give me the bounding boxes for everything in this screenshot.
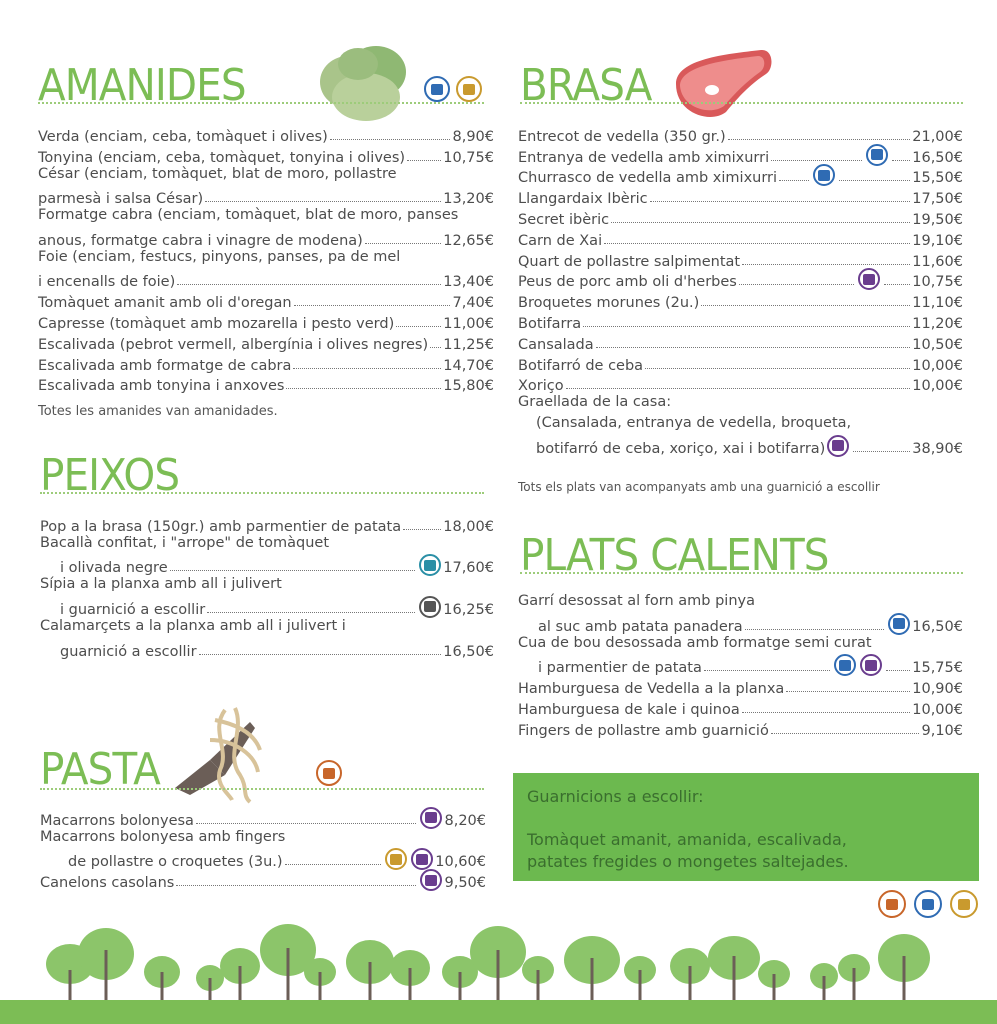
menu-item: Cansalada 10,50€ <box>518 336 963 353</box>
brasa-title: BRASA <box>520 60 652 111</box>
peixos-list <box>40 514 494 660</box>
menu-item: (Cansalada, entranya de vedella, broqueta, <box>536 415 852 432</box>
menu-item: Carn de Xai 19,10€ <box>518 232 963 249</box>
allergen-badge-icon <box>827 435 849 457</box>
allergen-badge-icon <box>858 268 880 290</box>
menu-item: César (enciam, tomàquet, blat de moro, pollastre <box>38 165 397 182</box>
menu-item: Botifarra 11,20€ <box>518 315 963 332</box>
menu-item: Verda (enciam, ceba, tomàquet i olives) 8,90€ <box>38 128 494 145</box>
peixos-title: PEIXOS <box>40 450 180 501</box>
menu-item: Botifarró de ceba 10,00€ <box>518 357 963 374</box>
menu-item: Quart de pollastre salpimentat 11,60€ <box>518 253 963 270</box>
section-divider <box>40 788 484 790</box>
menu-item: Calamarçets a la planxa amb all i julivert i <box>40 617 346 634</box>
allergen-badge-icon <box>914 890 942 918</box>
allergen-badge-icon <box>888 613 910 635</box>
menu-item: Bacallà confitat, i "arrope" de tomàquet <box>40 534 330 551</box>
steak-icon <box>666 44 776 120</box>
allergen-badge-icon <box>419 596 441 618</box>
allergen-badge-icon <box>420 807 442 829</box>
menu-item: Peus de porc amb oli d'herbes 10,75€ <box>518 270 963 291</box>
menu-item: Hamburguesa de Vedella a la planxa 10,90€ <box>518 680 963 697</box>
menu-item: Broquetes morunes (2u.) 11,10€ <box>518 295 963 312</box>
menu-item: Llangardaix Ibèric 17,50€ <box>518 191 963 208</box>
allergen-badge-icon <box>878 890 906 918</box>
menu-item: Escalivada (pebrot vermell, albergínia i olives negres) 11,25€ <box>38 336 494 353</box>
menu-item: Escalivada amb formatge de cabra 14,70€ <box>38 357 494 374</box>
allergen-badge-icon <box>424 76 450 102</box>
menu-item: Capresse (tomàquet amb mozarella i pesto verd) 11,00€ <box>38 315 494 332</box>
menu-item: parmesà i salsa César) 13,20€ <box>38 191 494 208</box>
menu-item: i olivada negre 17,60€ <box>40 556 494 577</box>
allergen-badge-icon <box>419 554 441 576</box>
menu-item: Tomàquet amanit amb oli d'oregan 7,40€ <box>38 295 494 312</box>
menu-item: i parmentier de patata 15,75€ <box>518 655 963 676</box>
menu-item: Formatge cabra (enciam, tomàquet, blat de moro, panses <box>38 207 459 224</box>
menu-item: Cua de bou desossada amb formatge semi curat <box>518 634 872 651</box>
menu-item: Hamburguesa de kale i quinoa 10,00€ <box>518 701 963 718</box>
menu-item: Xoriço 10,00€ <box>518 378 963 395</box>
pasta-list <box>40 808 486 891</box>
menu-item: Sípia a la planxa amb all i julivert <box>40 576 282 593</box>
allergen-badge-icon <box>456 76 482 102</box>
menu-item: Macarrons bolonyesa amb fingers <box>40 828 286 845</box>
menu-item: Secret ibèric 19,50€ <box>518 211 963 228</box>
pasta-title: PASTA <box>40 744 160 795</box>
section-divider <box>40 492 484 494</box>
menu-item: Pop a la brasa (150gr.) amb parmentier de patata 18,00€ <box>40 518 494 535</box>
menu-item: Graellada de la casa: <box>518 394 672 411</box>
allergen-badge-icon <box>813 164 835 186</box>
menu-item: Tonyina (enciam, ceba, tomàquet, tonyina i olives) 10,75€ <box>38 149 494 166</box>
menu-item: guarnició a escollir 16,50€ <box>60 643 494 660</box>
ground-strip <box>0 1000 997 1024</box>
menu-item: Garrí desossat al forn amb pinya <box>518 593 755 609</box>
menu-item: Macarrons bolonyesa 8,20€ <box>40 808 486 829</box>
menu-item: Churrasco de vedella amb ximixurri 15,50€ <box>518 166 963 187</box>
guarnicions-box <box>513 773 979 881</box>
section-divider <box>38 102 484 104</box>
allergen-badge-icon <box>420 869 442 891</box>
menu-item: i guarnició a escollir 16,25€ <box>40 597 494 618</box>
brasa-list <box>518 124 963 457</box>
plats-calents-list <box>518 593 963 739</box>
section-divider <box>520 572 963 574</box>
plats-calents-title: PLATS CALENTS <box>520 530 829 581</box>
allergen-badge-icon <box>866 144 888 166</box>
guarnicions-text <box>527 829 849 873</box>
menu-item: al suc amb patata panadera 16,50€ <box>518 614 963 635</box>
brasa-note: Tots els plats van acompanyats amb una guarnició a escollir <box>518 480 880 494</box>
menu-item: Canelons casolans 9,50€ <box>40 870 486 891</box>
menu-item: i encenalls de foie) 13,40€ <box>38 274 494 291</box>
allergen-badge-icon <box>411 848 433 870</box>
guarnicions-line: Tomàquet amanit, amanida, escalivada, <box>527 830 847 849</box>
allergen-badge-icon <box>860 654 882 676</box>
menu-item: Entrecot de vedella (350 gr.) 21,00€ <box>518 128 963 145</box>
allergen-badge-icon <box>385 848 407 870</box>
menu-item: de pollastre o croquetes (3u.) 10,60€ <box>40 850 486 871</box>
menu-item: Entranya de vedella amb ximixurri 16,50€ <box>518 145 963 166</box>
menu-item: Escalivada amb tonyina i anxoves 15,80€ <box>38 378 494 395</box>
menu-item: Foie (enciam, festucs, pinyons, panses, pa de mel <box>38 248 401 265</box>
amanides-title: AMANIDES <box>38 60 246 111</box>
guarnicions-line: patates fregides o mongetes saltejades. <box>527 852 849 871</box>
section-divider <box>520 102 963 104</box>
allergen-badge-icon <box>950 890 978 918</box>
menu-item: anous, formatge cabra i vinagre de modena) 12,65€ <box>38 232 494 249</box>
allergen-badge-icon <box>316 760 342 786</box>
menu-item: Fingers de pollastre amb guarnició 9,10€ <box>518 722 963 739</box>
menu-item: botifarró de ceba, xoriço, xai i botifarra) 38,90€ <box>518 436 963 457</box>
amanides-note: Totes les amanides van amanidades. <box>38 404 278 420</box>
lettuce-icon <box>318 42 410 122</box>
amanides-list <box>38 124 494 419</box>
guarnicions-title: Guarnicions a escollir: <box>527 787 704 806</box>
fork-trees-decoration <box>0 920 997 1004</box>
allergen-badge-icon <box>834 654 856 676</box>
